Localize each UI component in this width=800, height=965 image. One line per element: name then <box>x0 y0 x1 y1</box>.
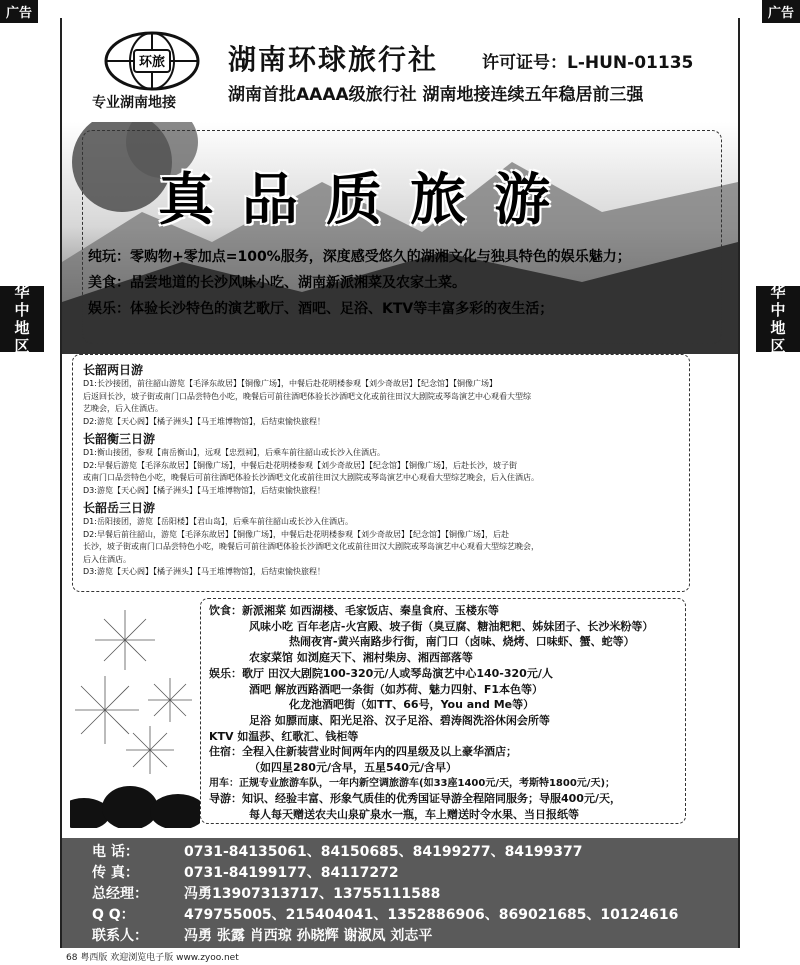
service-row: KTV 如温莎、红歌汇、钱柜等 <box>209 729 359 743</box>
service-row: 热闹夜宵-黄兴南路步行街，南门口（卤味、烧烤、口味虾、蟹、蛇等） <box>289 635 635 649</box>
contact-label: 电 话： <box>92 844 139 860</box>
tour-title: 长韶两日游 <box>83 363 144 377</box>
contact-persons <box>92 926 708 947</box>
contact-value: 0731-84199177、84117272 <box>184 865 399 881</box>
tour-block <box>83 361 679 428</box>
region-char: 中 <box>770 301 786 319</box>
service-row: 娱乐：歌厅 田汉大剧院100-320元/人或琴岛演艺中心140-320元/人 <box>209 666 553 680</box>
ad-label-left: 广告 <box>0 0 38 23</box>
logo-text: 环旅 <box>138 55 166 70</box>
tour-line: D1:长沙接团，前往韶山游览【毛泽东故居】【铜像广场】，中餐后赴花明楼参观【刘少奇故居】【纪念馆】【铜像广场】 <box>83 379 497 388</box>
contact-value: 479755005、215404041、1352886906、869021685、10124616 <box>184 907 679 923</box>
service-row: 住宿：全程入住新装营业时间两年内的四星级及以上豪华酒店； <box>209 745 517 759</box>
service-row: 足浴 如膘而康、阳光足浴、汉子足浴、碧涛阁洗浴休闲会所等 <box>249 713 550 727</box>
region-char: 区 <box>14 337 30 355</box>
page-number: 68 <box>66 953 78 963</box>
service-row: 导游：知识、经验丰富、形象气质佳的优秀国证导游全程陪同服务；导服400元/天， <box>209 792 621 806</box>
service-row: （如四星280元/含早，五星540元/含早） <box>249 761 457 775</box>
header <box>62 20 738 126</box>
region-char: 中 <box>14 301 30 319</box>
mountain-banner <box>62 122 738 354</box>
contact-label: 联系人： <box>92 928 148 944</box>
contact-qq <box>92 905 708 926</box>
region-tab-right <box>756 283 800 355</box>
tour-block <box>83 430 679 497</box>
service-row: 每人每天赠送农夫山泉矿泉水一瓶，车上赠送时令水果、当日报纸等 <box>249 808 579 822</box>
region-char: 地 <box>770 319 786 337</box>
region-tab-left <box>0 283 44 355</box>
contact-label: Q Q： <box>92 907 135 923</box>
tour-block <box>83 499 679 579</box>
contact-manager <box>92 884 708 905</box>
contact-label: 总经理： <box>92 886 148 902</box>
fireworks-icon <box>70 600 200 828</box>
page-footer <box>66 950 239 963</box>
contact-phone <box>92 842 708 863</box>
tour-itineraries <box>72 354 690 592</box>
contact-value: 冯勇13907313717、13755111588 <box>184 886 441 902</box>
contact-value: 0731-84135061、84150685、84199277、84199377 <box>184 844 583 860</box>
license-number: 许可证号：L-HUN-01135 <box>482 53 694 73</box>
headline: 真品质旅游 <box>158 167 578 233</box>
tour-line: D3:游览【天心阁】【橘子洲头】【马王堆博物馆】，后结束愉快旅程！ <box>83 485 325 495</box>
region-char: 地 <box>14 319 30 337</box>
logo-slogan: 专业湖南地接 <box>92 95 176 111</box>
tour-line: D1:衡山接团，参观【南岳衡山】，远观【忠烈祠】，后乘车前往韶山或长沙入住酒店。 <box>83 448 385 457</box>
tour-title: 长韶衡三日游 <box>83 432 156 446</box>
service-row: 化龙池酒吧街（如TT、66号，You and Me等） <box>289 698 535 712</box>
tour-line: D2:游览【天心阁】【橘子洲头】【马王堆博物馆】，后结束愉快旅程！ <box>83 416 325 426</box>
banner-line-food: 美食：品尝地道的长沙风味小吃、湖南新派湘菜及农家土菜。 <box>88 275 466 291</box>
contact-panel <box>62 838 738 948</box>
edition-label: 粤西版 <box>80 953 108 963</box>
tour-line: 后返回长沙，坡子街或南门口品尝特色小吃，晚餐后可前往酒吧体验长沙酒吧文化或前往田汉大剧院或琴岛演艺中心观看大型综 <box>83 391 531 401</box>
footer-note: 欢迎浏览电子版 www.zyoo.net <box>110 953 239 963</box>
service-row: 用车：正规专业旅游车队，一年内新空调旅游车(如33座1400元/天，考斯特1800元/天)； <box>209 777 616 789</box>
service-row: 农家菜馆 如浏庭天下、湘村柴房、湘西部落等 <box>249 651 473 665</box>
tour-title: 长韶岳三日游 <box>83 501 156 515</box>
company-slogan: 湖南首批AAAA级旅行社 湖南地接连续五年稳居前三强 <box>228 85 644 105</box>
contact-label: 传 真： <box>92 865 139 881</box>
service-row: 风味小吃 百年老店-火宫殿、坡子街（臭豆腐、糖油粑粑、姊妹团子、长沙米粉等） <box>249 619 654 633</box>
contact-value: 冯勇 张露 肖西琼 孙晓辉 谢淑凤 刘志平 <box>184 928 433 944</box>
tour-line: 后入住酒店。 <box>83 554 131 564</box>
ad-label-right: 广告 <box>762 0 800 23</box>
banner-line-entertainment: 娱乐：体验长沙特色的演艺歌厅、酒吧、足浴、KTV等丰富多彩的夜生活； <box>88 301 554 317</box>
tour-line: D1:岳阳接团，游览【岳阳楼】【君山岛】，后乘车前往韶山或长沙入住酒店。 <box>83 517 353 526</box>
globe-logo-icon <box>102 30 202 92</box>
tour-line: D3:游览【天心阁】【橘子洲头】【马王堆博物馆】，后结束愉快旅程！ <box>83 567 325 576</box>
service-row: 饮食：新派湘菜 如西湖楼、毛家饭店、秦皇食府、玉楼东等 <box>209 604 499 617</box>
banner-line-pure: 纯玩：零购物+零加点=100%服务，深度感受悠久的湖湘文化与独具特色的娱乐魅力； <box>88 249 631 265</box>
company-name: 湖南环球旅行社 <box>228 43 439 76</box>
tour-line: D2:早餐后前往韶山，游览【毛泽东故居】【铜像广场】，中餐后赴花明楼参观【刘少奇故居】【纪念馆】【铜像广场】，后赴 <box>83 529 509 539</box>
region-char: 华 <box>14 283 30 301</box>
services-box <box>200 598 686 824</box>
tour-line: 艺晚会，后入住酒店。 <box>83 404 163 413</box>
tour-line: D2:早餐后游览【毛泽东故居】【铜像广场】，中餐后赴花明楼参观【刘少奇故居】【纪念馆】【铜像广场】，后赴长沙，坡子街 <box>83 460 517 470</box>
contact-fax <box>92 863 708 884</box>
tour-line: 长沙，坡子街或南门口品尝特色小吃，晚餐后可前往酒吧体验长沙酒吧文化或前往田汉大剧院或琴岛演艺中心观看大型综艺晚会， <box>83 542 539 551</box>
service-row: 酒吧 解放西路酒吧一条街（如苏荷、魅力四射、F1本色等） <box>249 682 543 696</box>
region-char: 华 <box>770 283 786 301</box>
region-char: 区 <box>770 337 786 355</box>
tour-line: 或南门口品尝特色小吃，晚餐后可前往酒吧体验长沙酒吧文化或前往田汉大剧院或琴岛演艺中心观看大型综艺晚会，后入住酒店。 <box>83 473 539 482</box>
